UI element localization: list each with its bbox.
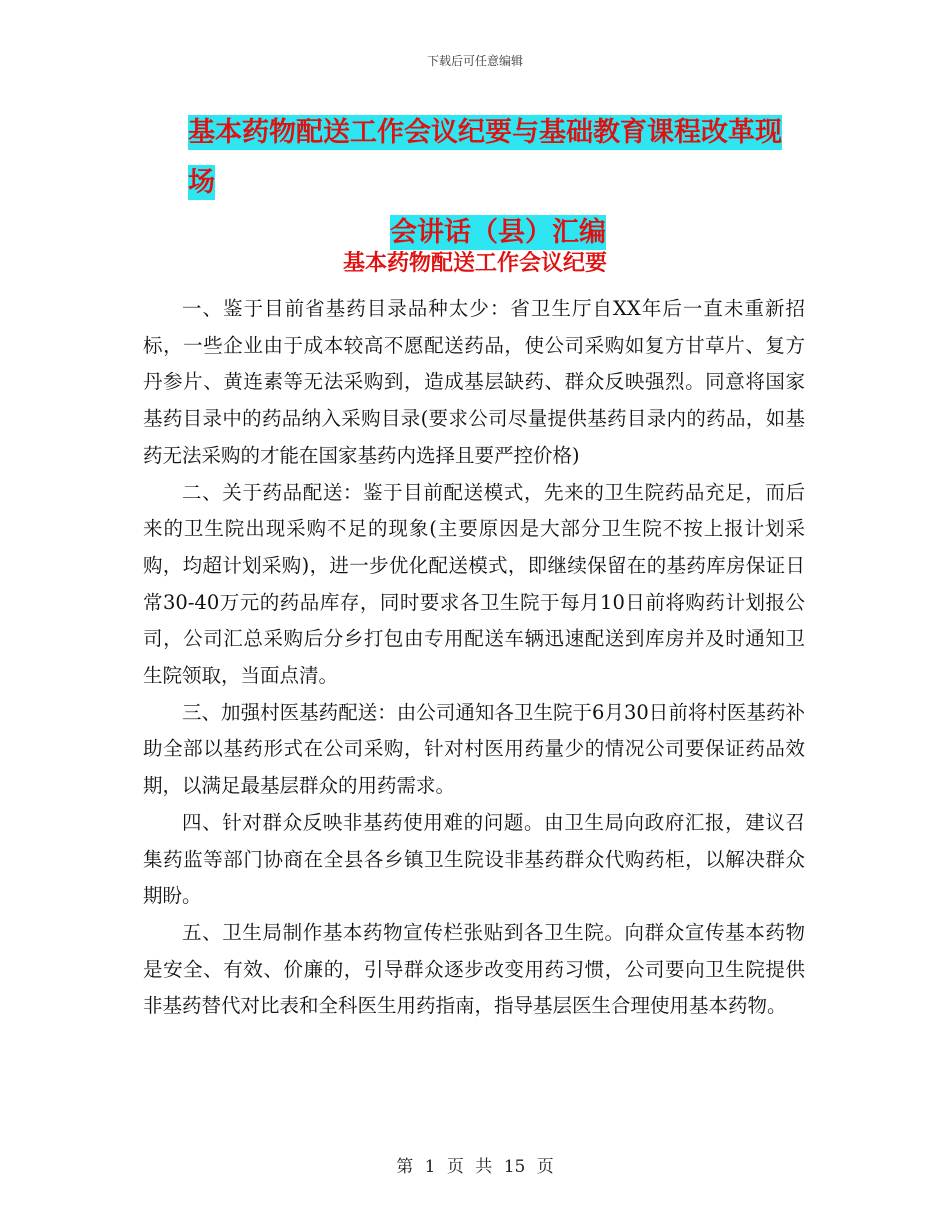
document-body xyxy=(143,291,805,1025)
title-line-1: 基本药物配送工作会议纪要与基础教育课程改革现场 xyxy=(188,117,782,198)
document-title xyxy=(188,108,808,258)
page-header: 下载后可任意编辑 xyxy=(426,54,523,68)
paragraph: 一、鉴于目前省基药目录品种太少：省卫生厅自XX年后一直未重新招标，一些企业由于成本较高不愿配送药品，使公司采购如复方甘草片、复方丹参片、黄连素等无法采购到，造成基层缺药、群众反映强烈。同意将国家基药目录中的药品纳入采购目录(要求公司尽量提供基药目录内的药品，如基药无法采购的才能在国家基药内选择且要严控价格) xyxy=(143,297,805,467)
paragraph: 四、针对群众反映非基药使用难的问题。由卫生局向政府汇报，建议召集药监等部门协商在全县各乡镇卫生院设非基药群众代购药柜，以解决群众期盼。 xyxy=(143,810,805,908)
paragraph: 三、加强村医基药配送：由公司通知各卫生院于6月30日前将村医基药补助全部以基药形式在公司采购，针对村医用药量少的情况公司要保证药品效期，以满足最基层群众的用药需求。 xyxy=(143,700,805,798)
paragraph: 二、关于药品配送：鉴于目前配送模式，先来的卫生院药品充足，而后来的卫生院出现采购不足的现象(主要原因是大部分卫生院不按上报计划采购，均超计划采购)，进一步优化配送模式，即继续保留在的基药库房保证日常30-40万元的药品库存，同时要求各卫生院于每月10日前将购药计划报公司，公司汇总采购后分乡打包由专用配送车辆迅速配送到库房并及时通知卫生院领取，当面点清。 xyxy=(143,480,805,688)
title-line-2: 会讲话（县）汇编 xyxy=(390,217,606,248)
paragraph: 五、卫生局制作基本药物宣传栏张贴到各卫生院。向群众宣传基本药物是安全、有效、价廉的，引导群众逐步改变用药习惯，公司要向卫生院提供非基药替代对比表和全科医生用药指南，指导基层医生合理使用基本药物。 xyxy=(143,920,805,1018)
section-title: 基本药物配送工作会议纪要 xyxy=(342,251,607,276)
page-footer: 第 1 页 共 15 页 xyxy=(396,1157,554,1177)
